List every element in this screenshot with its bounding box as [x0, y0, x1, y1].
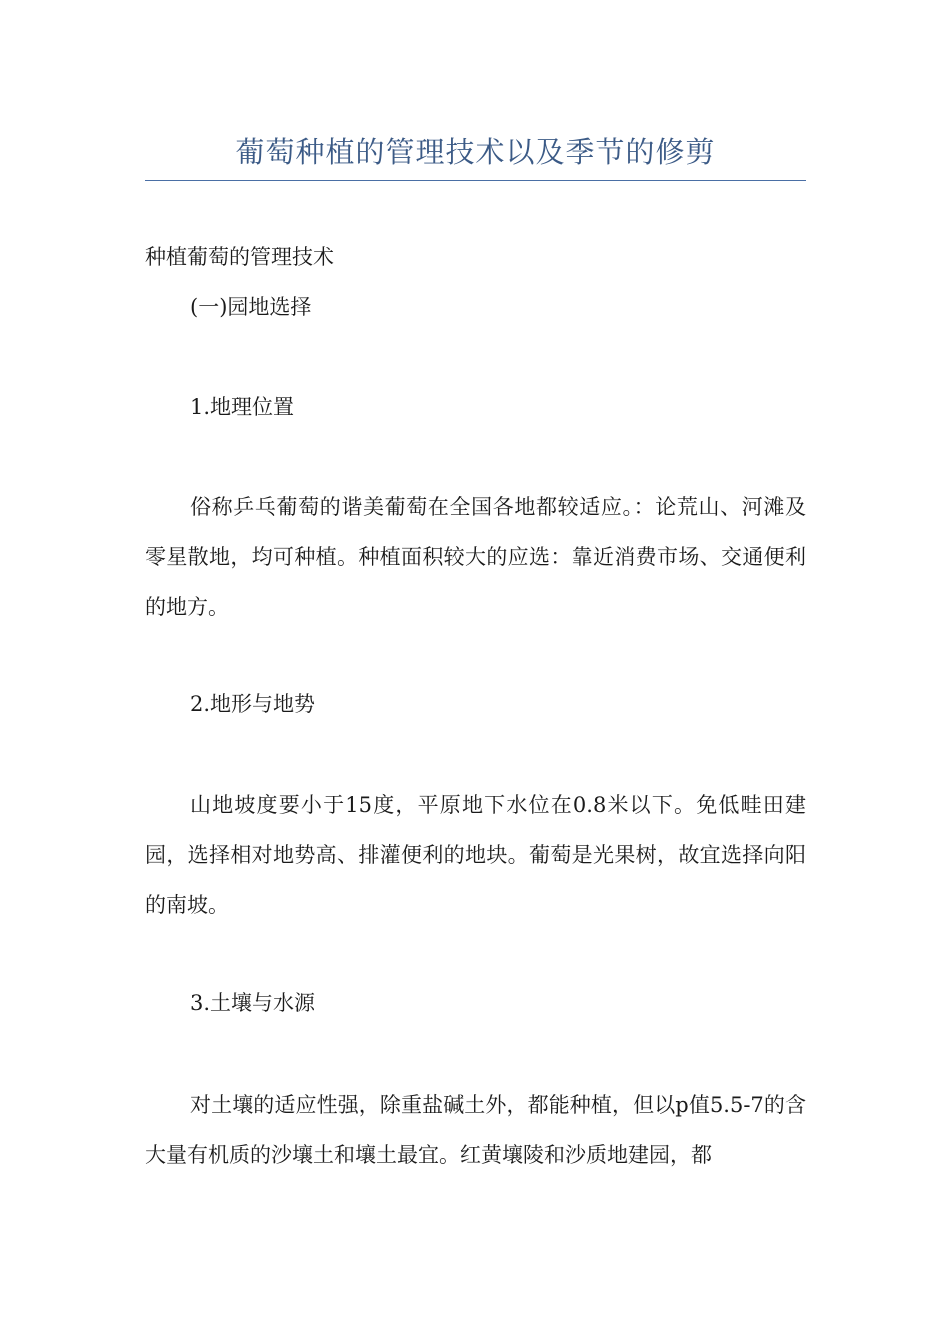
item-2-paragraph: 山地坡度要小于15度，平原地下水位在0.8米以下。免低畦田建园，选择相对地势高、排灌便利的地块。葡萄是光果树，故宜选择向阳的南坡。 [145, 793, 806, 917]
item-3-heading: 3.土壤与水源 [190, 991, 316, 1015]
section-heading: 种植葡萄的管理技术 [145, 245, 334, 269]
title-underline [145, 180, 806, 181]
item-2-heading: 2.地形与地势 [190, 692, 316, 716]
document-title: 葡萄种植的管理技术以及季节的修剪 [235, 135, 716, 169]
item-1-paragraph: 俗称乒乓葡萄的谐美葡萄在全国各地都较适应。：论荒山、河滩及零星散地，均可种植。种植面积较大的应选：靠近消费市场、交通便利的地方。 [145, 495, 806, 619]
item-1-heading: 1.地理位置 [190, 395, 295, 419]
item-3-paragraph: 对土壤的适应性强，除重盐碱土外，都能种植，但以p值5.5-7的含大量有机质的沙壤土和壤土最宜。红黄壤陵和沙质地建园，都 [145, 1093, 806, 1167]
subsection-heading: (一)园地选择 [190, 295, 312, 319]
